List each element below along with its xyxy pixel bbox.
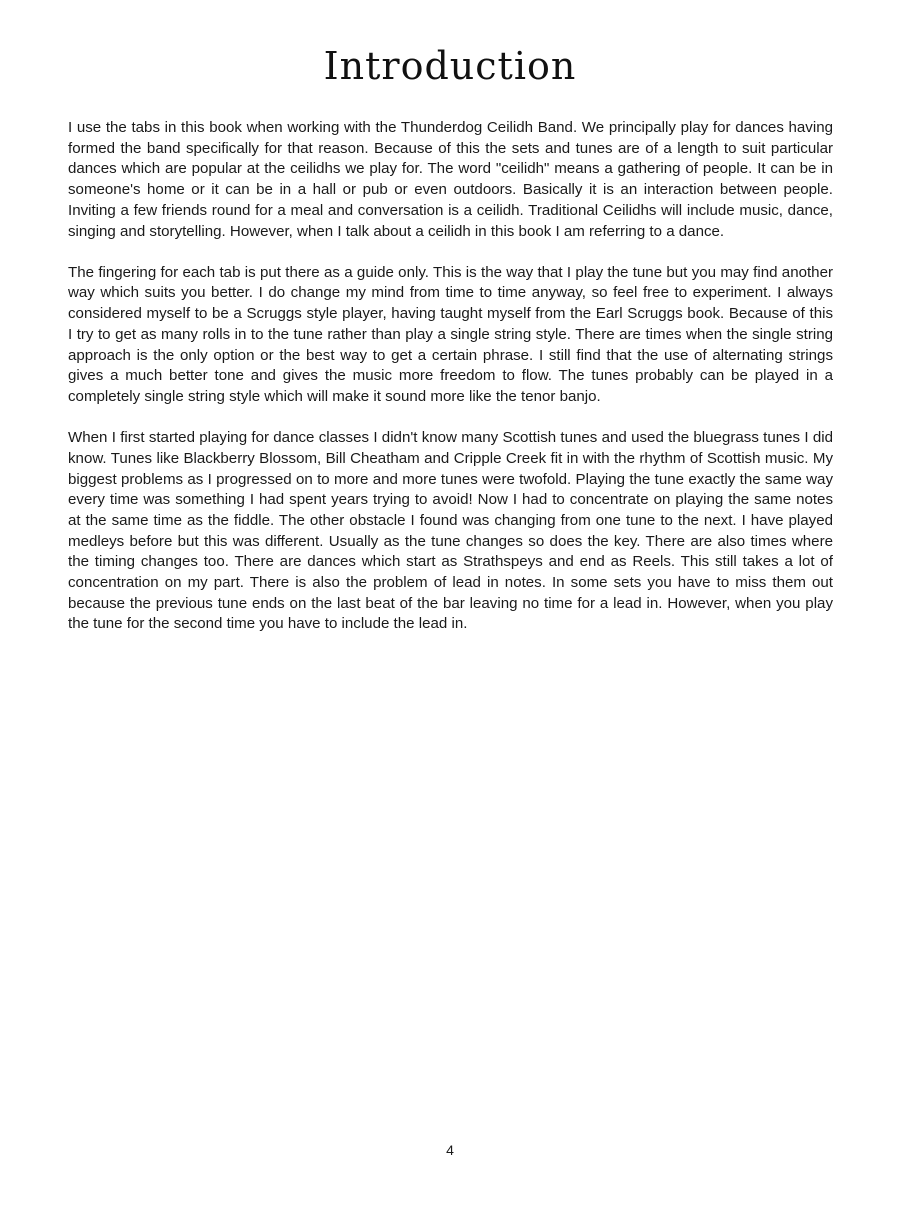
paragraph-3: When I first started playing for dance classes I didn't know many Scottish tunes and used the bluegrass tunes I did know. Tunes like Blackberry Blossom, Bill Cheatham and Cripple Creek fit in with the rhythm of Scottish music. My biggest problems as I progressed on to more and more tunes were twofold. Playing the tune exactly the same way every time was something I had spent years trying to avoid! Now I had to concentrate on playing the same notes at the same time as the fiddle. The other obstacle I found was changing from one tune to the next. I have played medleys before but this was different. Usually as the tune changes so does the key. There are also times where the timing changes too. There are dances which start as Strathspeys and end as Reels. This still takes a lot of concentration on my part. There is also the problem of lead in notes. In some sets you have to miss them out because the previous tune ends on the last beat of the bar leaving no time for a lead in. However, when you play the tune for the second time you have to include the lead in. xyxy=(68,429,833,633)
page-title: Introduction xyxy=(323,44,577,88)
paragraph-2: The fingering for each tab is put there as a guide only. This is the way that I play the tune but you may find another way which suits you better. I do change my mind from time to time anyway, so feel free to experiment. I always considered myself to be a Scruggs style player, having taught myself from the Earl Scruggs book. Because of this I try to get as many rolls in to the tune rather than play a single string style. There are times when the single string approach is the only option or the best way to get a certain phrase. I still find that the use of alternating strings gives a much better tone and gives the music more freedom to flow. The tunes probably can be played in a completely single string style which will make it sound more like the tenor banjo. xyxy=(68,263,833,405)
body-text xyxy=(68,118,833,656)
page-number: 4 xyxy=(446,1142,454,1158)
paragraph-1: I use the tabs in this book when working with the Thunderdog Ceilidh Band. We principally play for dances having formed the band specifically for that reason. Because of this the sets and tunes are of a length to suit particular dances which are popular at the ceilidhs we play for. The word "ceilidh" means a gathering of people. It can be in someone's home or it can be in a hall or pub or even outdoors. Basically it is an interaction between people. Inviting a few friends round for a meal and conversation is a ceilidh. Traditional Ceilidhs will include music, dance, singing and storytelling. However, when I talk about a ceilidh in this book I am referring to a dance. xyxy=(68,119,833,240)
